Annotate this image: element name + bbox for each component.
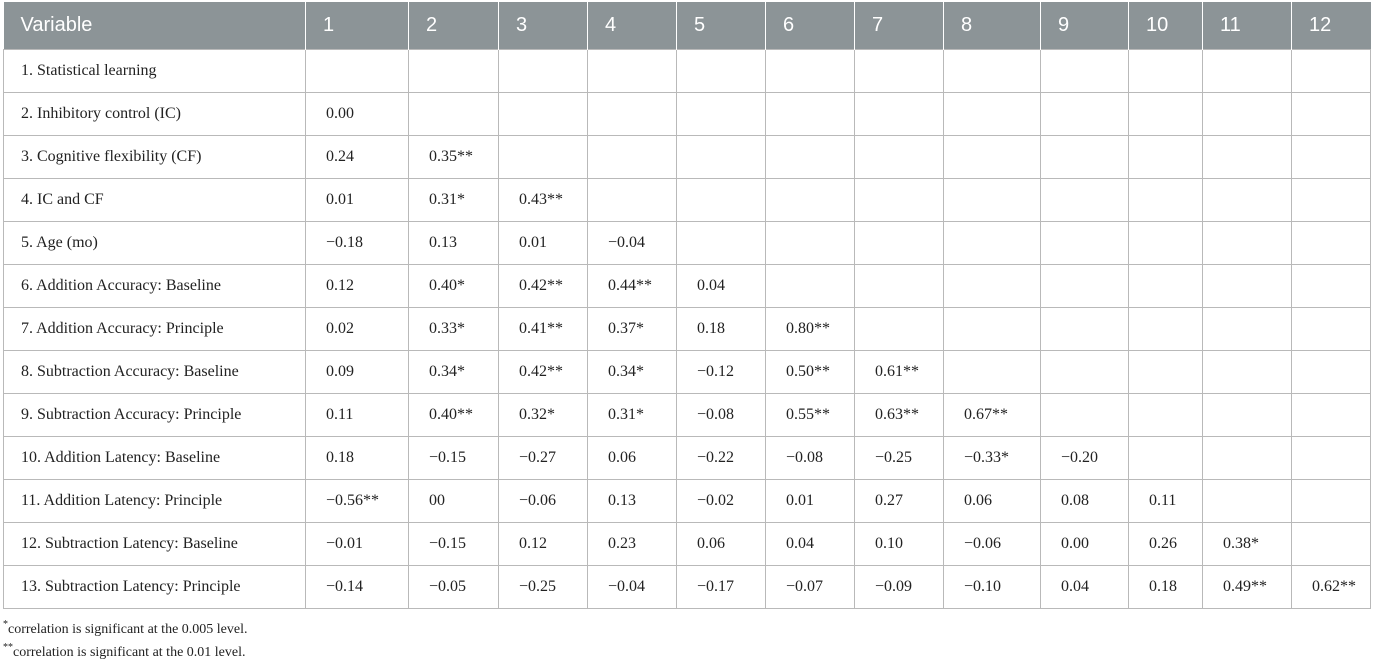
correlation-cell: 0.62** <box>1292 566 1371 609</box>
correlation-cell <box>1041 179 1129 222</box>
correlation-cell: −0.20 <box>1041 437 1129 480</box>
column-header-variable: Variable <box>4 2 306 50</box>
correlation-cell: 0.12 <box>306 265 409 308</box>
correlation-cell <box>855 179 944 222</box>
column-header-4: 4 <box>588 2 677 50</box>
correlation-cell <box>1041 394 1129 437</box>
correlation-cell: 0.63** <box>855 394 944 437</box>
correlation-cell <box>588 179 677 222</box>
correlation-cell: 0.11 <box>306 394 409 437</box>
correlation-cell <box>1292 480 1371 523</box>
column-header-9: 9 <box>1041 2 1129 50</box>
correlation-cell <box>855 93 944 136</box>
correlation-cell: −0.15 <box>409 437 499 480</box>
correlation-cell <box>766 136 855 179</box>
correlation-cell: −0.07 <box>766 566 855 609</box>
correlation-cell <box>1041 351 1129 394</box>
correlation-cell <box>944 222 1041 265</box>
correlation-cell <box>1129 437 1203 480</box>
correlation-cell <box>1041 136 1129 179</box>
column-header-3: 3 <box>499 2 588 50</box>
correlation-cell: 0.24 <box>306 136 409 179</box>
correlation-cell: 0.31* <box>409 179 499 222</box>
correlation-cell: 0.09 <box>306 351 409 394</box>
table-body <box>4 50 1371 609</box>
correlation-cell <box>1292 265 1371 308</box>
correlation-cell: 0.00 <box>1041 523 1129 566</box>
correlation-cell <box>855 308 944 351</box>
correlation-cell <box>1292 523 1371 566</box>
table-row <box>4 93 1371 136</box>
correlation-cell: −0.01 <box>306 523 409 566</box>
correlation-cell: 0.42** <box>499 265 588 308</box>
correlation-cell <box>1129 93 1203 136</box>
table-row <box>4 136 1371 179</box>
correlation-cell: −0.25 <box>855 437 944 480</box>
correlation-cell <box>1292 222 1371 265</box>
variable-name-cell: 10. Addition Latency: Baseline <box>4 437 306 480</box>
correlation-cell <box>944 136 1041 179</box>
correlation-cell <box>1292 136 1371 179</box>
correlation-cell: −0.05 <box>409 566 499 609</box>
correlation-cell <box>588 93 677 136</box>
correlation-cell: −0.27 <box>499 437 588 480</box>
column-header-2: 2 <box>409 2 499 50</box>
footnote-text: correlation is significant at the 0.005 level. <box>8 622 248 637</box>
correlation-cell <box>1041 265 1129 308</box>
correlation-cell: 0.80** <box>766 308 855 351</box>
variable-name-cell: 7. Addition Accuracy: Principle <box>4 308 306 351</box>
variable-name-cell: 11. Addition Latency: Principle <box>4 480 306 523</box>
correlation-cell <box>499 93 588 136</box>
variable-name-cell: 12. Subtraction Latency: Baseline <box>4 523 306 566</box>
correlation-cell: 0.04 <box>1041 566 1129 609</box>
correlation-cell <box>855 50 944 93</box>
correlation-cell: 0.43** <box>499 179 588 222</box>
correlation-cell <box>1292 308 1371 351</box>
correlation-cell <box>1203 394 1292 437</box>
correlation-cell <box>1129 265 1203 308</box>
correlation-cell: −0.56** <box>306 480 409 523</box>
correlation-cell <box>1292 93 1371 136</box>
correlation-cell <box>1292 351 1371 394</box>
table-row <box>4 265 1371 308</box>
table-row <box>4 50 1371 93</box>
correlation-cell <box>1129 394 1203 437</box>
table-row <box>4 523 1371 566</box>
correlation-cell <box>677 50 766 93</box>
footnotes <box>3 618 247 664</box>
correlation-cell: −0.08 <box>677 394 766 437</box>
correlation-cell: −0.25 <box>499 566 588 609</box>
variable-name-cell: 4. IC and CF <box>4 179 306 222</box>
correlation-cell: −0.04 <box>588 566 677 609</box>
correlation-cell <box>766 222 855 265</box>
correlation-cell <box>1292 394 1371 437</box>
correlation-cell: 0.13 <box>588 480 677 523</box>
correlation-cell: 0.26 <box>1129 523 1203 566</box>
correlation-cell <box>499 136 588 179</box>
correlation-cell <box>677 93 766 136</box>
correlation-cell <box>855 136 944 179</box>
correlation-cell: 0.40* <box>409 265 499 308</box>
table-row <box>4 308 1371 351</box>
table-row <box>4 437 1371 480</box>
variable-name-cell: 3. Cognitive flexibility (CF) <box>4 136 306 179</box>
correlation-cell: 0.02 <box>306 308 409 351</box>
correlation-cell <box>1129 351 1203 394</box>
correlation-cell <box>677 136 766 179</box>
correlation-cell <box>1203 93 1292 136</box>
correlation-cell: 0.31* <box>588 394 677 437</box>
correlation-cell: 0.01 <box>766 480 855 523</box>
correlation-cell: 0.40** <box>409 394 499 437</box>
table-row <box>4 480 1371 523</box>
correlation-cell <box>677 179 766 222</box>
correlation-cell: 0.12 <box>499 523 588 566</box>
correlation-cell: 0.04 <box>677 265 766 308</box>
variable-name-cell: 9. Subtraction Accuracy: Principle <box>4 394 306 437</box>
correlation-cell <box>1041 50 1129 93</box>
correlation-cell: 0.37* <box>588 308 677 351</box>
correlation-cell <box>855 222 944 265</box>
correlation-table <box>3 2 1371 609</box>
correlation-cell: 0.35** <box>409 136 499 179</box>
correlation-cell: 0.06 <box>588 437 677 480</box>
variable-name-cell: 6. Addition Accuracy: Baseline <box>4 265 306 308</box>
correlation-cell <box>766 265 855 308</box>
correlation-cell <box>944 308 1041 351</box>
correlation-cell: 00 <box>409 480 499 523</box>
correlation-cell: 0.50** <box>766 351 855 394</box>
correlation-cell: −0.22 <box>677 437 766 480</box>
correlation-cell <box>588 50 677 93</box>
correlation-cell: −0.06 <box>944 523 1041 566</box>
correlation-cell: −0.08 <box>766 437 855 480</box>
correlation-cell: 0.67** <box>944 394 1041 437</box>
correlation-cell: 0.38* <box>1203 523 1292 566</box>
column-header-10: 10 <box>1129 2 1203 50</box>
column-header-12: 12 <box>1292 2 1371 50</box>
correlation-cell <box>499 50 588 93</box>
variable-name-cell: 2. Inhibitory control (IC) <box>4 93 306 136</box>
variable-name-cell: 8. Subtraction Accuracy: Baseline <box>4 351 306 394</box>
correlation-cell <box>1129 222 1203 265</box>
correlation-cell <box>766 93 855 136</box>
correlation-cell <box>1129 136 1203 179</box>
footnote-text: correlation is significant at the 0.01 level. <box>13 645 246 660</box>
column-header-11: 11 <box>1203 2 1292 50</box>
footnote-mark: ** <box>3 642 13 653</box>
column-header-5: 5 <box>677 2 766 50</box>
correlation-cell <box>1292 437 1371 480</box>
correlation-cell <box>1203 179 1292 222</box>
correlation-cell: 0.10 <box>855 523 944 566</box>
variable-name-cell: 13. Subtraction Latency: Principle <box>4 566 306 609</box>
correlation-cell: 0.18 <box>306 437 409 480</box>
correlation-cell <box>944 179 1041 222</box>
correlation-cell: 0.41** <box>499 308 588 351</box>
variable-name-cell: 5. Age (mo) <box>4 222 306 265</box>
correlation-cell <box>1292 50 1371 93</box>
correlation-cell: −0.33* <box>944 437 1041 480</box>
correlation-cell <box>1203 437 1292 480</box>
correlation-cell: −0.06 <box>499 480 588 523</box>
footnote-mark: * <box>3 619 8 630</box>
correlation-cell <box>766 179 855 222</box>
correlation-cell: 0.08 <box>1041 480 1129 523</box>
correlation-cell <box>1041 308 1129 351</box>
correlation-cell: 0.33* <box>409 308 499 351</box>
correlation-cell <box>855 265 944 308</box>
column-header-8: 8 <box>944 2 1041 50</box>
correlation-cell: 0.06 <box>677 523 766 566</box>
correlation-cell: −0.09 <box>855 566 944 609</box>
table-row <box>4 222 1371 265</box>
correlation-cell <box>944 351 1041 394</box>
correlation-cell: 0.04 <box>766 523 855 566</box>
column-header-7: 7 <box>855 2 944 50</box>
correlation-cell <box>588 136 677 179</box>
correlation-cell: −0.17 <box>677 566 766 609</box>
correlation-cell: −0.15 <box>409 523 499 566</box>
correlation-cell <box>944 93 1041 136</box>
footnote <box>3 618 247 641</box>
correlation-cell: −0.04 <box>588 222 677 265</box>
correlation-cell: 0.61** <box>855 351 944 394</box>
correlation-cell <box>1041 93 1129 136</box>
correlation-cell <box>1041 222 1129 265</box>
correlation-cell: 0.44** <box>588 265 677 308</box>
correlation-cell <box>1203 265 1292 308</box>
table-row <box>4 394 1371 437</box>
correlation-cell: 0.18 <box>1129 566 1203 609</box>
correlation-cell: 0.01 <box>306 179 409 222</box>
correlation-cell: 0.27 <box>855 480 944 523</box>
correlation-cell: 0.18 <box>677 308 766 351</box>
correlation-cell <box>1203 136 1292 179</box>
correlation-cell: −0.14 <box>306 566 409 609</box>
footnote <box>3 641 247 664</box>
correlation-cell <box>1129 50 1203 93</box>
correlation-cell: 0.23 <box>588 523 677 566</box>
correlation-cell: 0.34* <box>588 351 677 394</box>
correlation-cell: 0.55** <box>766 394 855 437</box>
correlation-cell: 0.06 <box>944 480 1041 523</box>
correlation-cell <box>1129 308 1203 351</box>
correlation-cell <box>944 265 1041 308</box>
correlation-cell <box>306 50 409 93</box>
table-row <box>4 566 1371 609</box>
correlation-cell <box>1129 179 1203 222</box>
correlation-cell: 0.49** <box>1203 566 1292 609</box>
table-row <box>4 179 1371 222</box>
correlation-cell <box>1203 351 1292 394</box>
correlation-cell: 0.00 <box>306 93 409 136</box>
correlation-cell: 0.32* <box>499 394 588 437</box>
correlation-cell: −0.10 <box>944 566 1041 609</box>
variable-name-cell: 1. Statistical learning <box>4 50 306 93</box>
correlation-cell <box>766 50 855 93</box>
correlation-cell <box>944 50 1041 93</box>
correlation-cell <box>1203 480 1292 523</box>
correlation-cell <box>1292 179 1371 222</box>
correlation-cell: −0.18 <box>306 222 409 265</box>
table-row <box>4 351 1371 394</box>
column-header-6: 6 <box>766 2 855 50</box>
correlation-cell: 0.01 <box>499 222 588 265</box>
correlation-cell <box>1203 308 1292 351</box>
correlation-cell <box>409 93 499 136</box>
correlation-cell: 0.13 <box>409 222 499 265</box>
correlation-cell: −0.12 <box>677 351 766 394</box>
correlation-cell <box>409 50 499 93</box>
correlation-cell: 0.34* <box>409 351 499 394</box>
correlation-cell: 0.11 <box>1129 480 1203 523</box>
correlation-cell <box>1203 50 1292 93</box>
column-header-1: 1 <box>306 2 409 50</box>
correlation-cell <box>1203 222 1292 265</box>
correlation-cell: −0.02 <box>677 480 766 523</box>
header-row <box>4 2 1371 50</box>
correlation-cell: 0.42** <box>499 351 588 394</box>
correlation-cell <box>677 222 766 265</box>
